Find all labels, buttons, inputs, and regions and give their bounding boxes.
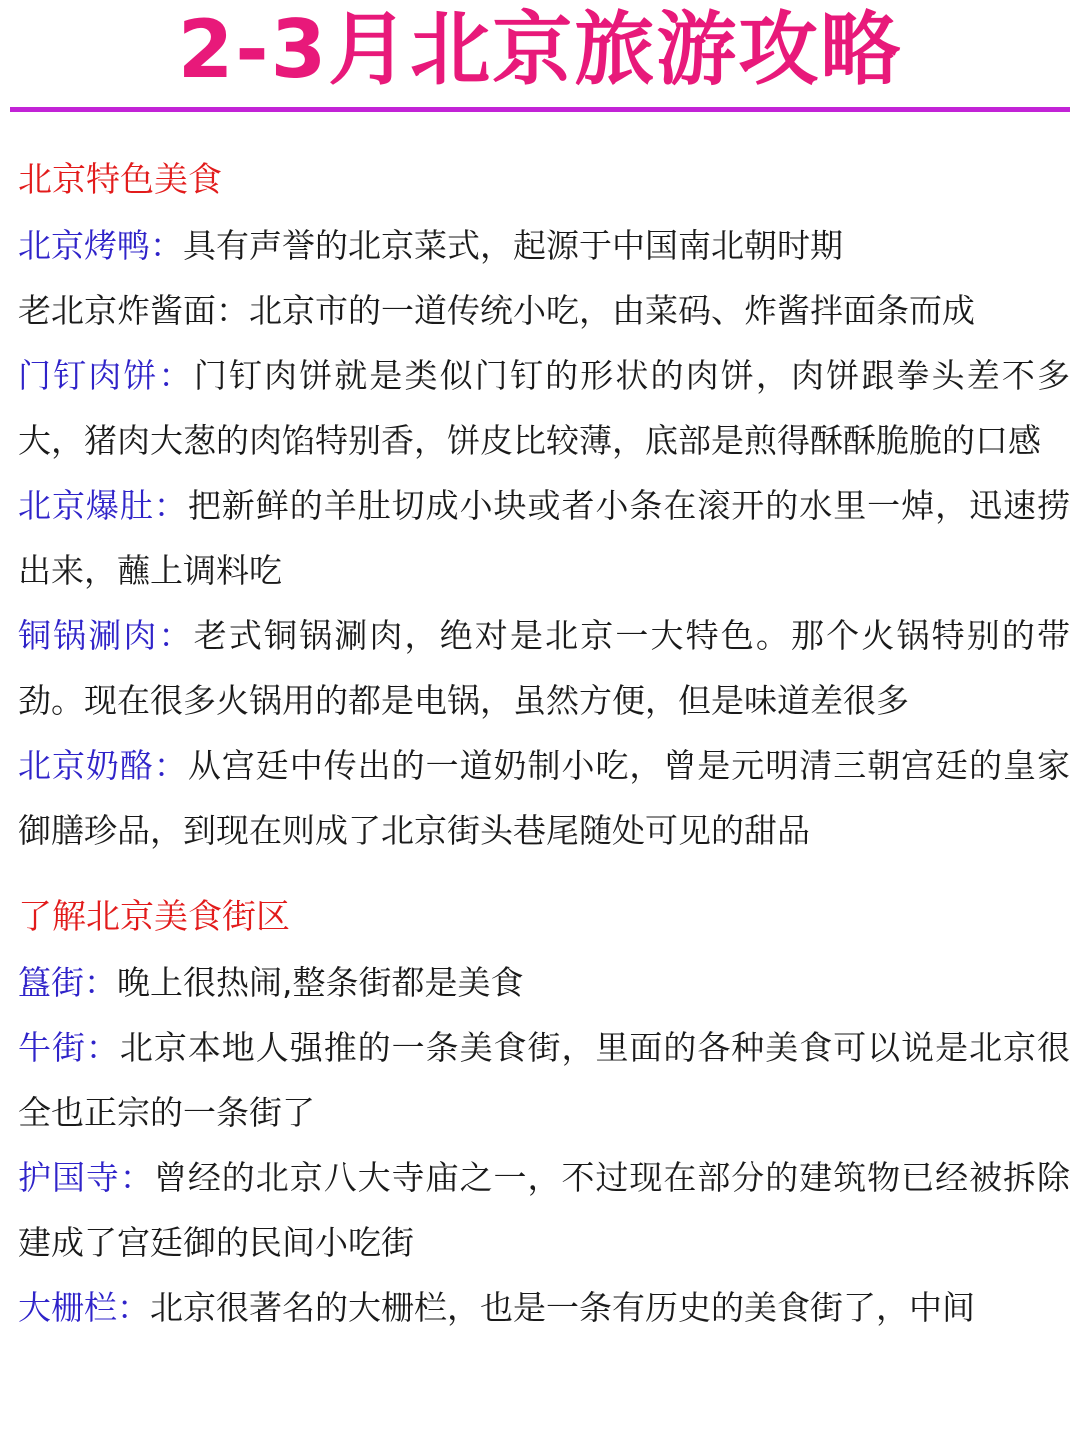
entry-text: 把新鲜的羊肚切成小块或者小条在滚开的水里一焯，迅速捞出来，蘸上调料吃	[18, 486, 1071, 590]
entry-text: 北京市的一道传统小吃，由菜码、炸酱拌面条而成	[249, 291, 975, 330]
entry-label: 北京烤鸭：	[18, 226, 183, 265]
entry-niujie	[18, 1015, 1070, 1145]
entry-text: 曾经的北京八大寺庙之一，不过现在部分的建筑物已经被拆除建成了宫廷御的民间小吃街	[18, 1158, 1071, 1262]
title-divider	[10, 107, 1070, 112]
entry-roast-duck	[18, 213, 1070, 278]
entry-text: 从宫廷中传出的一道奶制小吃，曾是元明清三朝宫廷的皇家御膳珍品，到现在则成了北京街头巷尾随处可见的甜品	[18, 746, 1071, 850]
entry-label: 门钉肉饼：	[18, 356, 194, 395]
entry-text: 北京本地人强推的一条美食街，里面的各种美食可以说是北京很全也正宗的一条街了	[18, 1028, 1071, 1132]
entry-label: 牛街：	[18, 1028, 120, 1067]
entry-nailao	[18, 733, 1070, 863]
entry-label: 大栅栏：	[18, 1288, 150, 1327]
section-heading-streets: 了解北京美食街区	[18, 897, 290, 937]
section-heading-food: 北京特色美食	[18, 160, 222, 200]
entry-mending-roubing	[18, 343, 1070, 473]
entry-dashilan	[18, 1275, 1070, 1340]
entry-text: 老式铜锅涮肉，绝对是北京一大特色。那个火锅特别的带劲。现在很多火锅用的都是电锅，虽然方便，但是味道差很多	[18, 616, 1071, 720]
entry-label: 铜锅涮肉：	[18, 616, 194, 655]
entry-label: 老北京炸酱面：	[18, 291, 249, 330]
entry-zhajiangmian	[18, 278, 1070, 343]
entry-guijie	[18, 950, 1070, 1015]
entry-baodu	[18, 473, 1070, 603]
entry-label: 北京爆肚：	[18, 486, 188, 525]
entry-label: 簋街：	[18, 963, 117, 1002]
entry-text: 具有声誉的北京菜式，起源于中国南北朝时期	[183, 226, 843, 265]
article-body	[18, 148, 1070, 1340]
entry-tongguo-shuanrou	[18, 603, 1070, 733]
entry-label: 护国寺：	[18, 1158, 154, 1197]
entry-label: 北京奶酪：	[18, 746, 188, 785]
entry-text: 晚上很热闹,整条街都是美食	[117, 963, 524, 1002]
page-title: 2-3月北京旅游攻略	[177, 3, 903, 96]
entry-huguosi	[18, 1145, 1070, 1275]
section-spacer	[18, 863, 1070, 885]
entry-text: 北京很著名的大栅栏，也是一条有历史的美食街了，中间	[150, 1288, 975, 1327]
entry-text: 门钉肉饼就是类似门钉的形状的肉饼，肉饼跟拳头差不多大，猪肉大葱的肉馅特别香，饼皮比较薄，底部是煎得酥酥脆脆的口感	[18, 356, 1071, 460]
